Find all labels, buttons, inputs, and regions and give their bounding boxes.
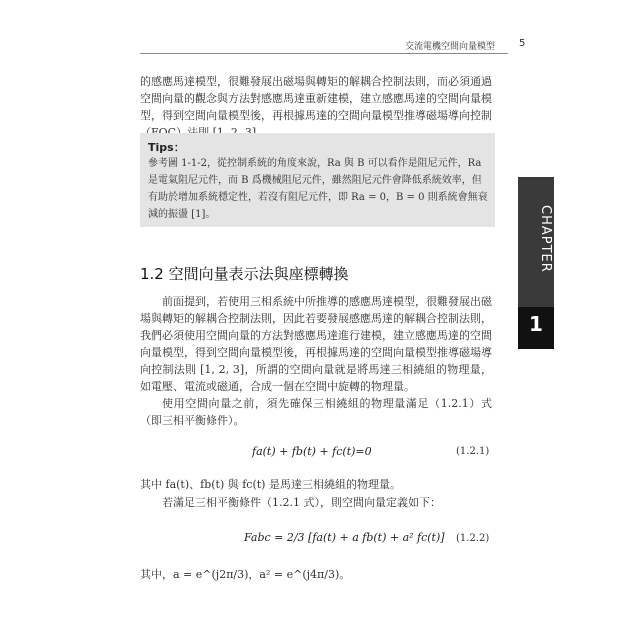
equation-1: fa(t) + fb(t) + fc(t)=0 [252,445,372,458]
chapter-number: 1 [529,312,543,336]
body-paragraph-5: 其中，a = e^(j2π/3)，a² = e^(j4π/3)。 [140,568,351,581]
section-title: 1.2 空間向量表示法與座標轉換 [140,265,349,283]
running-header-title: 交流電機空間向量模型 [405,42,496,52]
body-paragraph-3: 其中 fa(t)、fb(t) 與 fc(t) 是馬達三相繞組的物理量。 [140,478,401,491]
header-rule [140,53,508,54]
equation-2: Fabc = 2/3 [fa(t) + a fb(t) + a² fc(t)] [244,531,445,544]
equation-1-number: (1.2.1) [456,446,490,457]
body-paragraph-2: 使用空間向量之前，須先確保三相繞組的物理量滿足（1.2.1）式（即三相平衡條件）。 [140,397,492,427]
equation-2-number: (1.2.2) [456,533,490,544]
body-paragraph-4: 若滿足三相平衡條件（1.2.1 式），則空間向量定義如下： [162,496,441,509]
chapter-label: CHAPTER [538,205,553,273]
body-paragraph-1: 前面提到，若使用三相系統中所推導的感應馬達模型，很難發展出磁場與轉矩的解耦合控制法則，因此若要發展感應馬達的解耦合控制法則，我們必須使用空間向量的方法對感應馬達進行建模，建立感應馬達的空間向量模型，得到空間向量模型後，再根據馬達的空間向量模型推導磁場導向控制法則 [1, 2, 3]，所謂的空間向量就是將馬達三相繞組的物理量，如電壓、電流或磁通，合成一個在空間中旋轉的物理量。 [140,295,492,393]
tips-label: Tips： [148,141,185,154]
page-number: 5 [519,38,526,49]
intro-paragraph: 的感應馬達模型，很難發展出磁場與轉矩的解耦合控制法則，而必須通過空間向量的觀念與方法對感應馬達重新建模，建立感應馬達的空間向量模型，得到空間向量模型後，再根據馬達的空間向量模型推導磁場導向控制 [140,75,492,122]
tips-box [140,133,495,227]
tips-body: 參考圖 1-1-2，從控制系統的角度來說，Ra 與 B 可以看作是阻尼元件，Ra 是電氣阻尼元件，而 B 爲機械阻尼元件，雖然阻尼元件會降低系統效率，但有助於增加系統穩定性，若沒有阻尼元件，即 Ra = 0，B = 0 則系統會無衰減的振盪 [1]。 [148,158,488,220]
